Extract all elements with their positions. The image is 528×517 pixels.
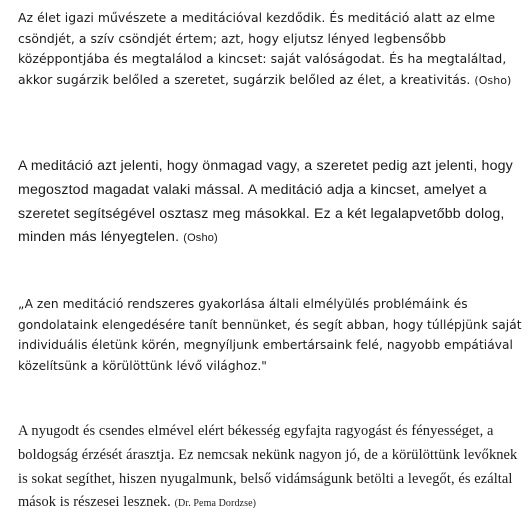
quote-text: Az élet igazi művészete a meditációval kezdődik. És meditáció alatt az elme csöndjét, a szív csöndjét értem; azt, hogy eljutsz lényed legbensőbb középpontjába és megtalálod a kincset: saját valóságodat. És ha megtaláltad, akkor sugárzik belőled a szeretet, sugárzik belőled az élet, a kreativitás. xyxy=(18,10,507,87)
quote-attribution: (Dr. Pema Dordzse) xyxy=(174,498,257,510)
quote-text: A nyugodt és csendes elmével elért békesség egyfajta ragyogást és fényességet, a boldogság érzését árasztja. Ez nemcsak nekünk nagyon jó, de a körülöttünk levőknek is sokat segíthet, hiszen nyugalmunk, belső vidámságunk betölti a levegőt, és ezáltal mások is részesei lesznek. xyxy=(18,423,518,511)
quote-text: A meditáció azt jelenti, hogy önmagad vagy, a szeretet pedig azt jelenti, hogy megosztod magadat valaki mással. A meditáció adja a kincset, amelyet a szeretet segítségével osztasz meg másokkal. Ez a két legalapvetőbb dolog, minden más lényegtelen. xyxy=(18,158,513,246)
quote-attribution: (Osho) xyxy=(183,232,218,245)
quote-osho-2 xyxy=(18,155,523,251)
quote-attribution: (Osho) xyxy=(474,73,512,87)
quote-zen-meditation xyxy=(18,294,523,376)
quote-osho-1 xyxy=(18,8,523,91)
quote-pema-dordzse xyxy=(18,420,523,516)
quote-text: „A zen meditáció rendszeres gyakorlása általi elmélyülés problémáink és gondolataink elengedésére tanít bennünket, és segít abban, hogy túllépjünk saját individuális életünk körén, megnyíljunk embertársaink felé, nagyobb empátiával közelítsünk a körülöttünk lévő világhoz." xyxy=(18,297,522,373)
